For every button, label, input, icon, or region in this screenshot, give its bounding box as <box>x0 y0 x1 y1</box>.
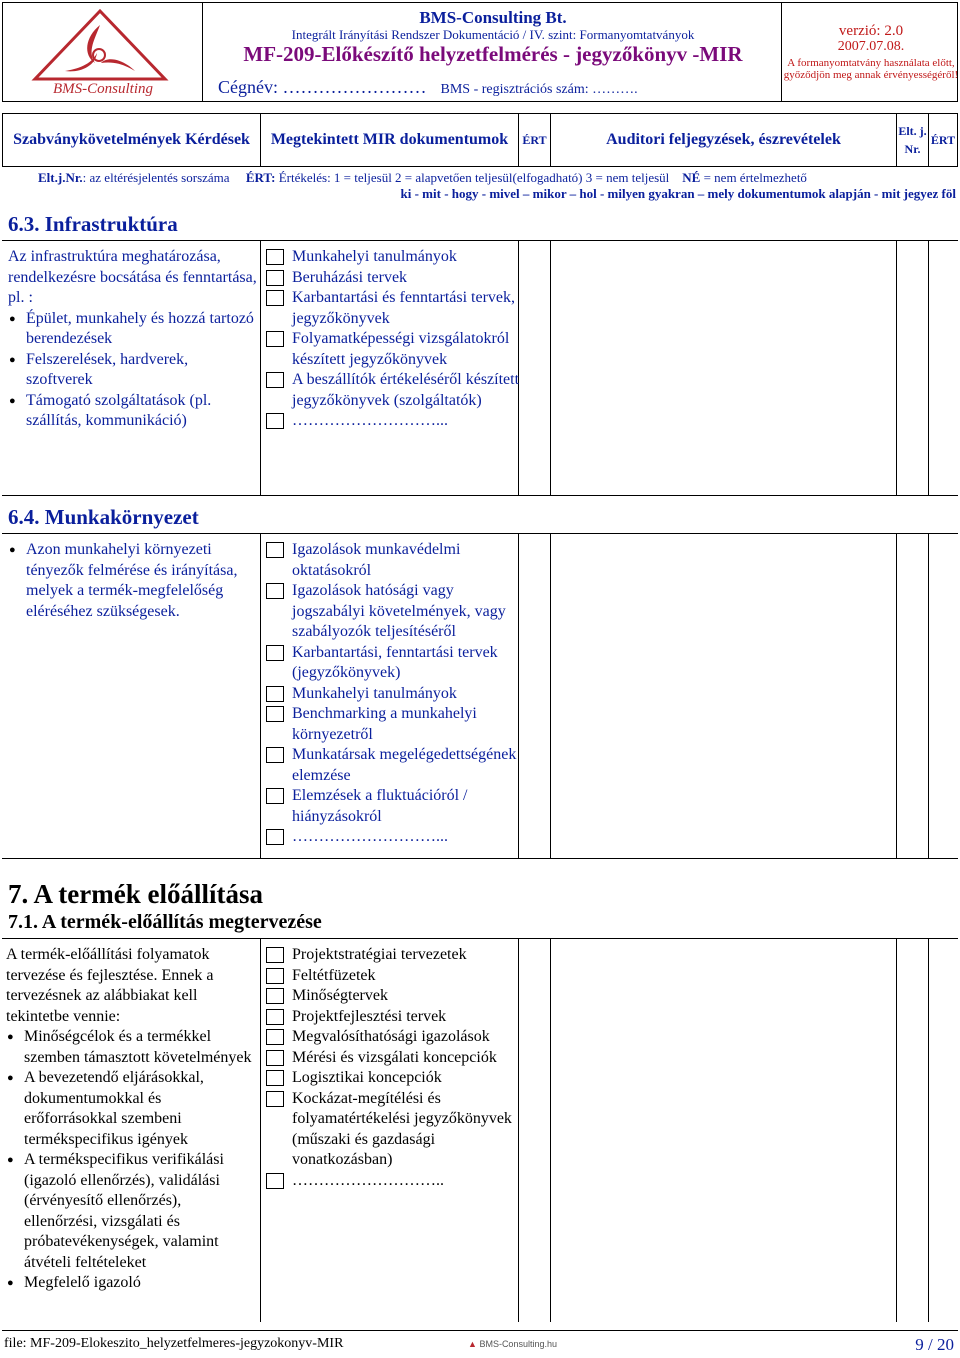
doc-item: Folyamatképességi vizsgálatokról készített jegyzőkönyvek <box>266 329 526 370</box>
version-block <box>783 3 959 81</box>
checkbox[interactable] <box>266 249 284 265</box>
doc-item: Minőségtervek <box>266 986 526 1007</box>
requirement-bullet: ● Felszerelések, hardverek, szoftverek <box>8 350 258 391</box>
checkbox[interactable] <box>266 645 284 661</box>
doc-item: Mérési és vizsgálati koncepciók <box>266 1048 526 1069</box>
logo-text: BMS-Consulting <box>53 81 153 97</box>
checkbox[interactable] <box>266 968 284 984</box>
section-6-3-block <box>2 240 958 496</box>
checkbox[interactable] <box>266 1091 284 1107</box>
doc-item: Karbantartási és fenntartási tervek, jegyzőkönyvek <box>266 288 526 329</box>
triskelion-logo-icon <box>25 7 175 85</box>
company-name-field[interactable]: Cégnév: …………………… <box>218 77 427 97</box>
footer-file: file: MF-209-Elokeszito_helyzetfelmeres-jegyzokonyv-MIR <box>4 1336 344 1351</box>
page-number: 9 / 20 <box>915 1335 954 1354</box>
doc-item: Beruházási tervek <box>266 268 526 289</box>
doc-item: Projektfejlesztési tervek <box>266 1007 526 1028</box>
column-header-row <box>2 113 958 167</box>
version-label: verzió: 2.0 <box>838 23 904 39</box>
section-heading-6-4: 6.4. Munkakörnyezet <box>8 505 199 529</box>
doc-item: ……………………….. <box>266 1171 526 1192</box>
checkbox[interactable] <box>266 270 284 286</box>
col-documents: Megtekintett MIR dokumentumok <box>261 114 519 166</box>
company-logo <box>3 3 203 101</box>
company-name-line <box>218 77 638 98</box>
doc-item: Munkatársak megelégedettségének elemzése <box>266 745 526 786</box>
checkbox[interactable] <box>266 372 284 388</box>
checkbox[interactable] <box>266 542 284 558</box>
doc-item: Megvalósíthatósági igazolások <box>266 1027 526 1048</box>
doc-item: ………………………... <box>266 827 526 848</box>
checkbox[interactable] <box>266 747 284 763</box>
version-date: 2007.07.08. <box>837 39 905 54</box>
doc-item: Munkahelyi tanulmányok <box>266 247 526 268</box>
doc-item: ………………………... <box>266 411 526 432</box>
requirement-bullet: ● Támogató szolgáltatások (pl. szállítás, kommunikáció) <box>8 391 258 432</box>
col-elt: Elt. j. Nr. <box>897 114 929 166</box>
checkbox[interactable] <box>266 583 284 599</box>
doc-item: Kockázat-megítélési és folyamatértékelési jegyzőkönyvek (műszaki és gazdasági vonatkozásban) <box>266 1089 526 1171</box>
checkbox[interactable] <box>266 788 284 804</box>
col-ert: ÉRT <box>519 114 551 166</box>
documents-7-1 <box>266 945 526 1191</box>
checkbox[interactable] <box>266 331 284 347</box>
company-title: BMS-Consulting Bt. <box>419 8 567 27</box>
requirements-7-1 <box>6 945 256 1294</box>
requirements-6-4 <box>8 540 258 622</box>
checkbox[interactable] <box>266 1173 284 1189</box>
doc-item: Logisztikai koncepciók <box>266 1068 526 1089</box>
logo-mini-icon: ▲ <box>468 1339 477 1349</box>
col-ert2: ÉRT <box>930 133 956 147</box>
footer-brand: ▲ BMS-Consulting.hu <box>468 1339 557 1349</box>
section-6-4-block <box>2 533 958 859</box>
page-footer <box>2 1330 958 1358</box>
documents-6-3 <box>266 247 526 432</box>
documents-6-4 <box>266 540 526 848</box>
validity-note-1: A formanyomtatvány használata előtt, <box>787 57 955 69</box>
doc-item: Elemzések a fluktuációról / hiányzásokról <box>266 786 526 827</box>
requirement-intro: Az infrastruktúra meghatározása, rendelkezésre bocsátása és fenntartása, pl. : <box>8 248 257 306</box>
section-heading-7-1: 7.1. A termék-előállítás megtervezése <box>8 911 322 933</box>
doc-item: Karbantartási, fenntartási tervek (jegyzőkönyvek) <box>266 643 526 684</box>
requirement-bullet: ● Minőségcélok és a termékkel szemben támasztott követelmények <box>6 1027 256 1068</box>
legend-line-2: ki - mit - hogy - mivel – mikor – hol - milyen gyakran – mely dokumentumok alapján - mit jegyez föl <box>400 186 956 201</box>
checkbox[interactable] <box>266 829 284 845</box>
requirement-bullet: ● A bevezetendő eljárásokkal, dokumentumokkal és erőforrásokkal szembeni termékspecifikus igények <box>6 1068 256 1150</box>
checkbox[interactable] <box>266 1070 284 1086</box>
requirements-6-3 <box>8 247 258 432</box>
doc-item: A beszállítók értékeléséről készített jegyzőkönyvek (szolgáltatók) <box>266 370 526 411</box>
registration-field[interactable]: BMS - regisztrációs szám: ………. <box>440 82 638 97</box>
legend-line-1: Elt.j.Nr.: az eltérésjelentés sorszáma ÉRT: Értékelés: 1 = teljesül 2 = alapvetően teljesül(elfogadható) 3 = nem teljesül NÉ = nem értelmezhető <box>38 170 807 185</box>
col-requirements: Szabványkövetelmények Kérdések <box>3 114 261 166</box>
system-line: Integrált Irányítási Rendszer Dokumentáció / IV. szint: Formanyomtatványok <box>291 27 695 42</box>
doc-item: Projektstratégiai tervezetek <box>266 945 526 966</box>
checkbox[interactable] <box>266 706 284 722</box>
checkbox[interactable] <box>266 686 284 702</box>
checkbox[interactable] <box>266 1009 284 1025</box>
doc-item: Feltétfüzetek <box>266 966 526 987</box>
doc-item: Munkahelyi tanulmányok <box>266 684 526 705</box>
section-7-1-block <box>2 938 958 1322</box>
col-notes: Auditori feljegyzések, észrevételek <box>551 114 897 166</box>
checkbox[interactable] <box>266 988 284 1004</box>
section-heading-6-3: 6.3. Infrastruktúra <box>8 212 178 236</box>
chapter-heading-7: 7. A termék előállítása <box>8 879 263 909</box>
form-header <box>2 2 958 102</box>
checkbox[interactable] <box>266 413 284 429</box>
checkbox[interactable] <box>266 947 284 963</box>
requirement-bullet: ● A termékspecifikus verifikálási (igazoló ellenőrzés), validálási (érvényesítő ellenőrzés), ellenőrzési, vizsgálati és próbatevékenységek, valamint átvételi feltételeket <box>6 1150 256 1273</box>
requirement-bullet: ● Azon munkahelyi környezeti tényezők felmérése és irányítása, melyek a termék-megfelelőség eléréséhez szükségesek. <box>8 540 258 622</box>
requirement-intro: A termék-előállítási folyamatok tervezése és fejlesztése. Ennek a tervezésnek az alábbiakat kell tekintetbe vennie: <box>6 946 214 1025</box>
checkbox[interactable] <box>266 290 284 306</box>
doc-item: Igazolások munkavédelmi oktatásokról <box>266 540 526 581</box>
form-title: MF-209-Előkészítő helyzetfelmérés - jegyzőkönyv -MIR <box>243 42 743 66</box>
requirement-bullet: ● Épület, munkahely és hozzá tartozó berendezések <box>8 309 258 350</box>
checkbox[interactable] <box>266 1050 284 1066</box>
doc-item: Benchmarking a munkahelyi környezetről <box>266 704 526 745</box>
requirement-bullet: ● Megfelelő igazoló <box>6 1273 256 1294</box>
doc-item: Igazolások hatósági vagy jogszabályi követelmények, vagy szabályozók teljesítéséről <box>266 581 526 643</box>
header-title-block <box>204 3 782 101</box>
checkbox[interactable] <box>266 1029 284 1045</box>
validity-note-2: győződjön meg annak érvényességéről! <box>783 69 959 81</box>
